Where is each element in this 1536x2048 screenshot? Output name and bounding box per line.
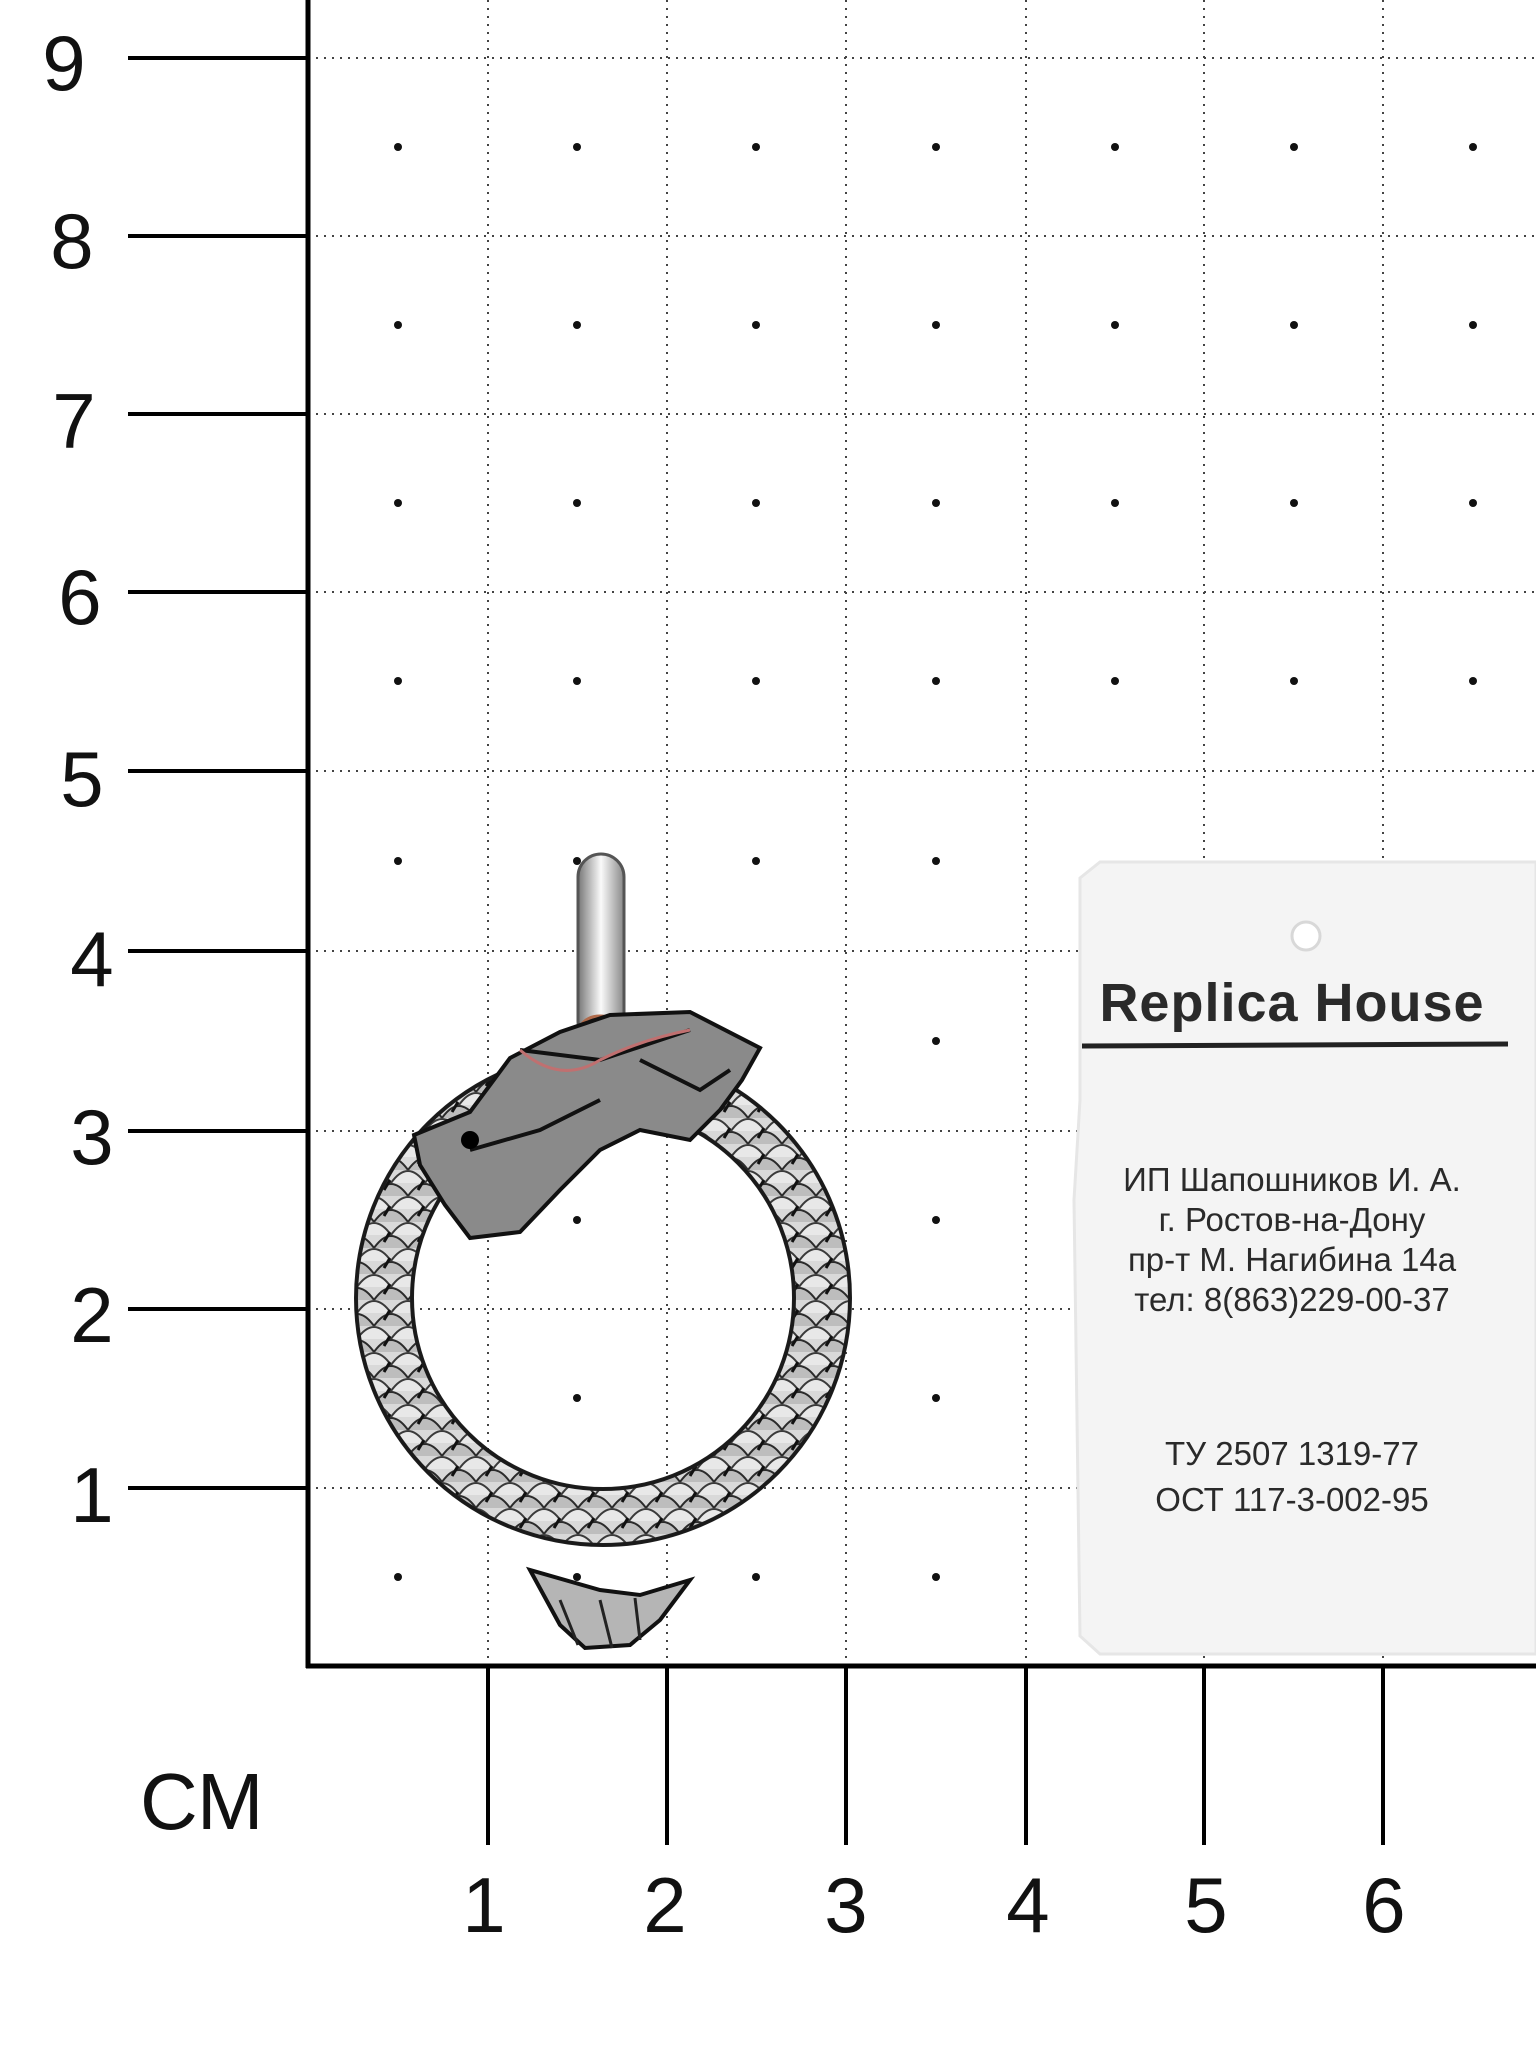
grid-dot xyxy=(394,143,402,151)
grid-dot xyxy=(394,499,402,507)
y-axis-label-5: 5 xyxy=(60,735,104,823)
grid-dot xyxy=(932,321,940,329)
grid-dot xyxy=(752,321,760,329)
grid-dot xyxy=(1290,321,1298,329)
x-axis-label-5: 5 xyxy=(1184,1861,1228,1949)
grid-dot xyxy=(752,499,760,507)
grid-dot xyxy=(1111,499,1119,507)
grid-dot xyxy=(394,1573,402,1581)
x-axis-label-1: 1 xyxy=(462,1861,506,1949)
grid-dot xyxy=(932,499,940,507)
tag-hole-icon xyxy=(1292,922,1320,950)
grid-dot xyxy=(932,1037,940,1045)
grid-dot xyxy=(1469,321,1477,329)
x-axis-label-3: 3 xyxy=(824,1861,868,1949)
grid-dot xyxy=(752,857,760,865)
tag-address-line: пр-т М. Нагибина 14а xyxy=(1127,1241,1457,1278)
grid-dot xyxy=(394,321,402,329)
tag-standard-line: ТУ 2507 1319-77 xyxy=(1165,1435,1419,1472)
tag-standard-line: ОСТ 117-3-002-95 xyxy=(1155,1481,1429,1518)
tag-address-line: ИП Шапошников И. А. xyxy=(1123,1161,1461,1198)
grid-dot xyxy=(573,321,581,329)
unit-label: СМ xyxy=(140,1757,264,1846)
grid-dot xyxy=(573,1394,581,1402)
grid-dot xyxy=(394,857,402,865)
grid-dot xyxy=(1469,677,1477,685)
y-axis-label-1: 1 xyxy=(70,1451,114,1539)
tag-address-line: тел: 8(863)229-00-37 xyxy=(1134,1281,1450,1318)
tag-brand-name: Replica House xyxy=(1099,973,1485,1033)
y-axis-label-4: 4 xyxy=(70,915,114,1003)
x-axis-label-2: 2 xyxy=(643,1861,687,1949)
grid-dot xyxy=(932,1216,940,1224)
dragon-eye xyxy=(461,1131,479,1149)
y-axis-label-6: 6 xyxy=(58,553,102,641)
grid-dot xyxy=(1469,143,1477,151)
grid-dot xyxy=(752,143,760,151)
grid-dot xyxy=(752,677,760,685)
x-axis-label-4: 4 xyxy=(1006,1861,1050,1949)
grid-dot xyxy=(1111,677,1119,685)
y-axis-label-3: 3 xyxy=(70,1093,114,1181)
grid-dot xyxy=(573,1573,581,1581)
grid-dot xyxy=(1290,677,1298,685)
grid-dot xyxy=(1290,143,1298,151)
grid-dot xyxy=(932,1573,940,1581)
grid-dot xyxy=(1469,499,1477,507)
grid-dot xyxy=(932,143,940,151)
grid-dot xyxy=(1111,321,1119,329)
grid-dot xyxy=(1290,499,1298,507)
grid-dot xyxy=(573,1216,581,1224)
x-axis-label-6: 6 xyxy=(1362,1861,1406,1949)
y-axis-label-8: 8 xyxy=(50,197,94,285)
grid-dot xyxy=(932,857,940,865)
y-axis-label-2: 2 xyxy=(70,1271,114,1359)
grid-dot xyxy=(932,1394,940,1402)
grid-dot xyxy=(573,499,581,507)
grid-dot xyxy=(394,677,402,685)
y-axis-label-7: 7 xyxy=(52,377,96,465)
grid-dot xyxy=(752,1573,760,1581)
tag-address-line: г. Ростов-на-Дону xyxy=(1158,1201,1426,1238)
grid-dot xyxy=(573,857,581,865)
brand-underline xyxy=(1082,1044,1508,1046)
grid-dot xyxy=(573,143,581,151)
grid-dot xyxy=(932,677,940,685)
y-axis-label-9: 9 xyxy=(42,19,86,107)
grid-dot xyxy=(1111,143,1119,151)
dragon-ouroboros-pendant xyxy=(356,854,850,1648)
grid-dot xyxy=(573,677,581,685)
